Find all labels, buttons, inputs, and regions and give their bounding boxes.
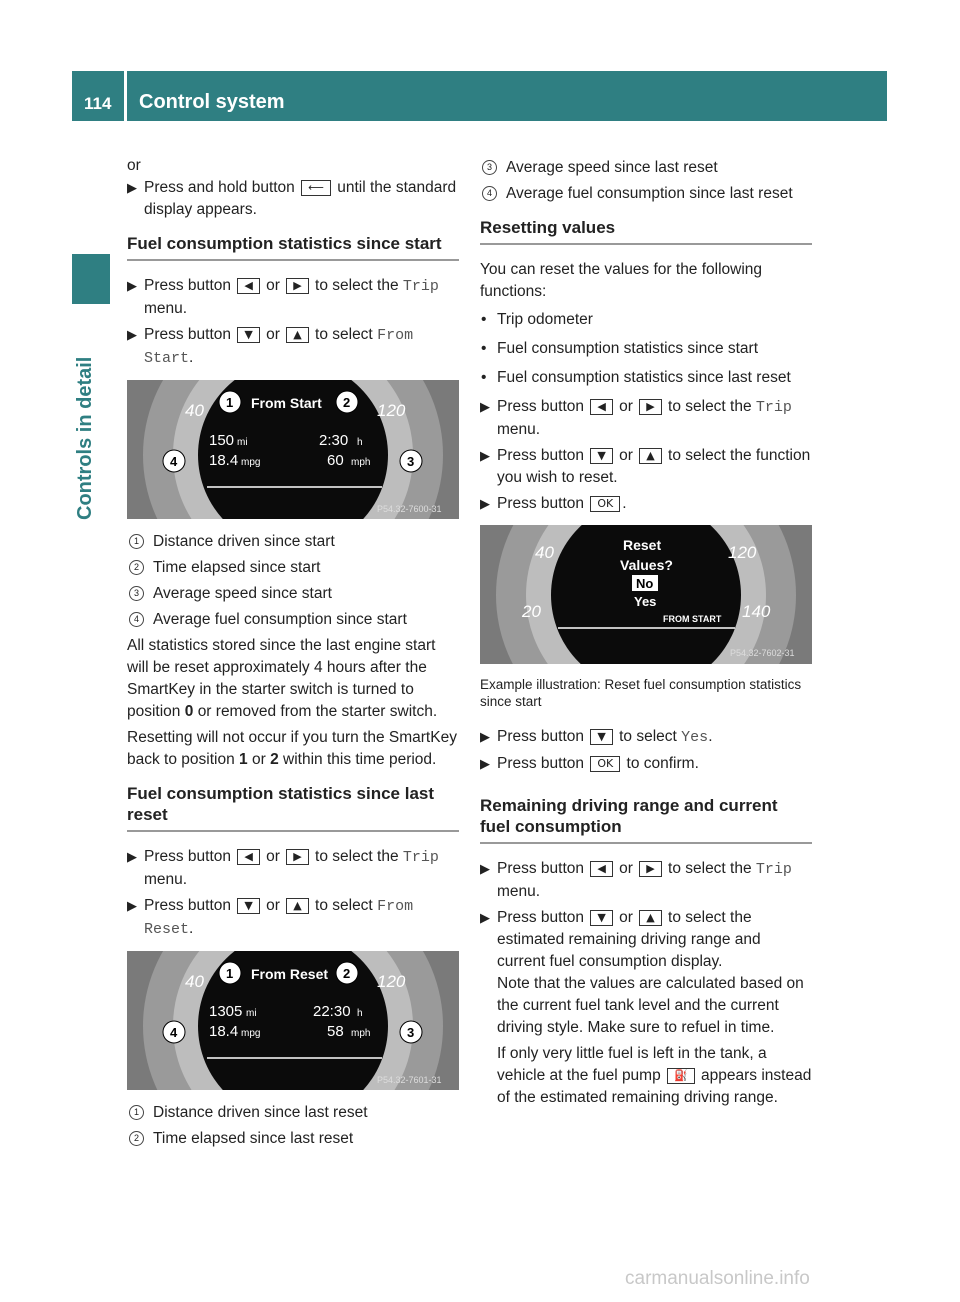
legend-item: 2 Time elapsed since last reset — [127, 1128, 459, 1150]
svg-text:mpg: mpg — [241, 457, 261, 468]
svg-text:mi: mi — [237, 437, 248, 448]
figure-reset-values — [480, 525, 812, 664]
step-resetting-5: ▶ Press button OK to confirm. — [480, 753, 812, 775]
note-low-fuel: If only very little fuel is left in the tank, a vehicle at the fuel pump ⛽ appears instead of the estimated remaining driving range. — [497, 1045, 812, 1106]
svg-text:Values?: Values? — [620, 557, 673, 573]
svg-text:1305: 1305 — [209, 1003, 243, 1020]
right-arrow-icon: ▶ — [480, 729, 490, 744]
right-arrow-icon: ▶ — [480, 861, 490, 876]
side-label: Controls in detail — [74, 356, 96, 520]
down-triangle-button-icon: ▼ — [590, 448, 612, 464]
svg-text:Reset: Reset — [623, 537, 662, 553]
figure-caption: Example illustration: Reset fuel consumption statistics since start — [480, 677, 802, 709]
back-arrow-button-icon: ⟵ — [301, 180, 331, 196]
figure-from-start — [127, 380, 459, 519]
left-triangle-button-icon: ◀ — [237, 849, 259, 865]
step-range-1: ▶ Press button ◀ or ▶ to select the Trip menu. — [480, 860, 792, 900]
step-resetting-3: ▶ Press button OK . — [480, 493, 812, 515]
watermark: carmanualsonline.info — [625, 1268, 810, 1289]
left-triangle-button-icon: ◀ — [590, 861, 612, 877]
svg-text:18.4: 18.4 — [209, 1023, 239, 1040]
right-arrow-icon: ▶ — [127, 180, 137, 195]
right-triangle-button-icon: ▶ — [286, 849, 308, 865]
down-triangle-button-icon: ▼ — [590, 729, 612, 745]
step-start-1: ▶ Press button ◀ or ▶ to select the Trip menu. — [127, 277, 439, 317]
svg-text:40: 40 — [185, 972, 204, 991]
step-resetting-4: ▶ Press button ▼ to select Yes. — [480, 728, 713, 746]
side-tab — [72, 254, 110, 304]
right-arrow-icon: ▶ — [480, 496, 490, 511]
svg-text:mph: mph — [351, 457, 371, 468]
down-triangle-button-icon: ▼ — [237, 327, 259, 343]
right-arrow-icon: ▶ — [127, 898, 137, 913]
legend-item: 3 Average speed since last reset — [480, 157, 812, 179]
up-triangle-button-icon: ▲ — [286, 898, 308, 914]
svg-text:3: 3 — [407, 454, 415, 469]
left-column — [127, 155, 459, 1154]
ok-button-icon: OK — [590, 756, 620, 772]
svg-text:4: 4 — [170, 454, 178, 469]
step-hold: ▶ Press and hold button ⟵ until the standard display appears. — [127, 179, 457, 218]
svg-text:mph: mph — [351, 1028, 371, 1039]
legend-item: 2 Time elapsed since start — [127, 557, 459, 579]
step-resetting-1: ▶ Press button ◀ or ▶ to select the Trip menu. — [480, 398, 792, 438]
legend-item: 1 Distance driven since last reset — [127, 1102, 459, 1124]
right-arrow-icon: ▶ — [480, 399, 490, 414]
intro-or: or — [127, 157, 141, 174]
svg-text:No: No — [636, 576, 654, 591]
svg-text:2: 2 — [343, 966, 351, 981]
display-title: From Start — [251, 395, 322, 411]
legend-item: 3 Average speed since start — [127, 583, 459, 605]
svg-text:120: 120 — [377, 972, 406, 991]
right-arrow-icon: ▶ — [127, 278, 137, 293]
svg-text:20: 20 — [522, 602, 541, 621]
legend-item: 1 Distance driven since start — [127, 531, 459, 553]
svg-text:1: 1 — [226, 966, 234, 981]
legend-item: 4 Average fuel consumption since last reset — [480, 183, 812, 205]
right-column — [480, 157, 812, 1113]
svg-text:1: 1 — [226, 395, 234, 410]
legend-item: 4 Average fuel consumption since start — [127, 609, 459, 631]
up-triangle-button-icon: ▲ — [639, 910, 661, 926]
svg-text:150: 150 — [209, 432, 235, 449]
right-triangle-button-icon: ▶ — [286, 278, 308, 294]
list-item: • Trip odometer — [481, 311, 593, 328]
svg-text:4: 4 — [170, 1025, 178, 1040]
paragraph-no-reset: Resetting will not occur if you turn the SmartKey back to position 1 or 2 within this time period. — [127, 729, 457, 768]
svg-text:140: 140 — [742, 602, 771, 621]
right-triangle-button-icon: ▶ — [639, 861, 661, 877]
note-calculation: Note that the values are calculated based on the current fuel tank level and the current driving style. Make sure to refuel in time. — [497, 975, 804, 1036]
svg-text:h: h — [357, 1008, 363, 1019]
step-resetting-2: ▶ Press button ▼ or ▲ to select the function you wish to reset. — [480, 447, 811, 486]
heading-remaining-range: Remaining driving range and current fuel consumption — [480, 795, 812, 844]
down-triangle-button-icon: ▼ — [590, 910, 612, 926]
svg-text:From Reset: From Reset — [251, 966, 329, 982]
list-item: • Fuel consumption statistics since last reset — [481, 369, 791, 386]
heading-resetting-values: Resetting values — [480, 217, 812, 245]
figure-code: P54.32-7600-31 — [377, 504, 442, 514]
right-triangle-button-icon: ▶ — [639, 399, 661, 415]
step-start-2: ▶ Press button ▼ or ▲ to select From Start. — [127, 326, 414, 367]
svg-text:2:30: 2:30 — [319, 432, 349, 449]
figure-from-reset — [127, 951, 459, 1090]
svg-text:FROM START: FROM START — [663, 614, 722, 624]
scale-left: 40 — [185, 401, 204, 420]
intro-text: You can reset the values for the following functions: — [480, 261, 763, 300]
svg-text:60: 60 — [327, 452, 344, 469]
right-arrow-icon: ▶ — [480, 910, 490, 925]
heading-start: Fuel consumption statistics since start — [127, 233, 459, 261]
svg-text:40: 40 — [535, 543, 554, 562]
up-triangle-button-icon: ▲ — [286, 327, 308, 343]
right-arrow-icon: ▶ — [480, 448, 490, 463]
left-triangle-button-icon: ◀ — [590, 399, 612, 415]
svg-text:120: 120 — [728, 543, 757, 562]
svg-text:h: h — [357, 437, 363, 448]
list-item: • Fuel consumption statistics since start — [481, 340, 759, 357]
right-arrow-icon: ▶ — [480, 756, 490, 771]
page-number: 114 — [84, 94, 112, 113]
svg-text:P54.32-7601-31: P54.32-7601-31 — [377, 1075, 442, 1085]
svg-text:mpg: mpg — [241, 1028, 261, 1039]
svg-text:P54.32-7602-31: P54.32-7602-31 — [730, 648, 795, 658]
svg-text:3: 3 — [407, 1025, 415, 1040]
up-triangle-button-icon: ▲ — [639, 448, 661, 464]
paragraph-reset-info: All statistics stored since the last engine start will be reset approximately 4 hours after the SmartKey in the starter switch is turned to position 0 or removed from the starter switch. — [127, 637, 438, 720]
right-arrow-icon: ▶ — [127, 849, 137, 864]
svg-text:22:30: 22:30 — [313, 1003, 351, 1020]
fuel-pump-vehicle-icon: ⛽ — [667, 1068, 695, 1084]
right-arrow-icon: ▶ — [127, 327, 137, 342]
step-reset-2: ▶ Press button ▼ or ▲ to select From Reset. — [127, 897, 414, 938]
step-reset-1: ▶ Press button ◀ or ▶ to select the Trip menu. — [127, 848, 439, 888]
svg-text:mi: mi — [246, 1008, 257, 1019]
scale-right: 120 — [377, 401, 406, 420]
svg-text:Yes: Yes — [634, 594, 657, 609]
step-range-2: ▶ Press button ▼ or ▲ to select the estimated remaining driving range and current fuel consumption display. Note that the values are calculated based on the current fuel tank level and the current driving style. Make sure to refuel in time. If only very little fuel is left in the tank, a vehicle at the fuel pump ⛽ appears instead of the estimated remaining driving range. — [480, 907, 812, 1109]
svg-text:2: 2 — [343, 395, 351, 410]
svg-text:18.4: 18.4 — [209, 452, 239, 469]
section-title: Control system — [139, 91, 285, 113]
svg-text:58: 58 — [327, 1023, 344, 1040]
header-divider — [124, 71, 127, 121]
down-triangle-button-icon: ▼ — [237, 898, 259, 914]
ok-button-icon: OK — [590, 496, 620, 512]
left-triangle-button-icon: ◀ — [237, 278, 259, 294]
heading-last-reset: Fuel consumption statistics since last reset — [127, 783, 459, 832]
